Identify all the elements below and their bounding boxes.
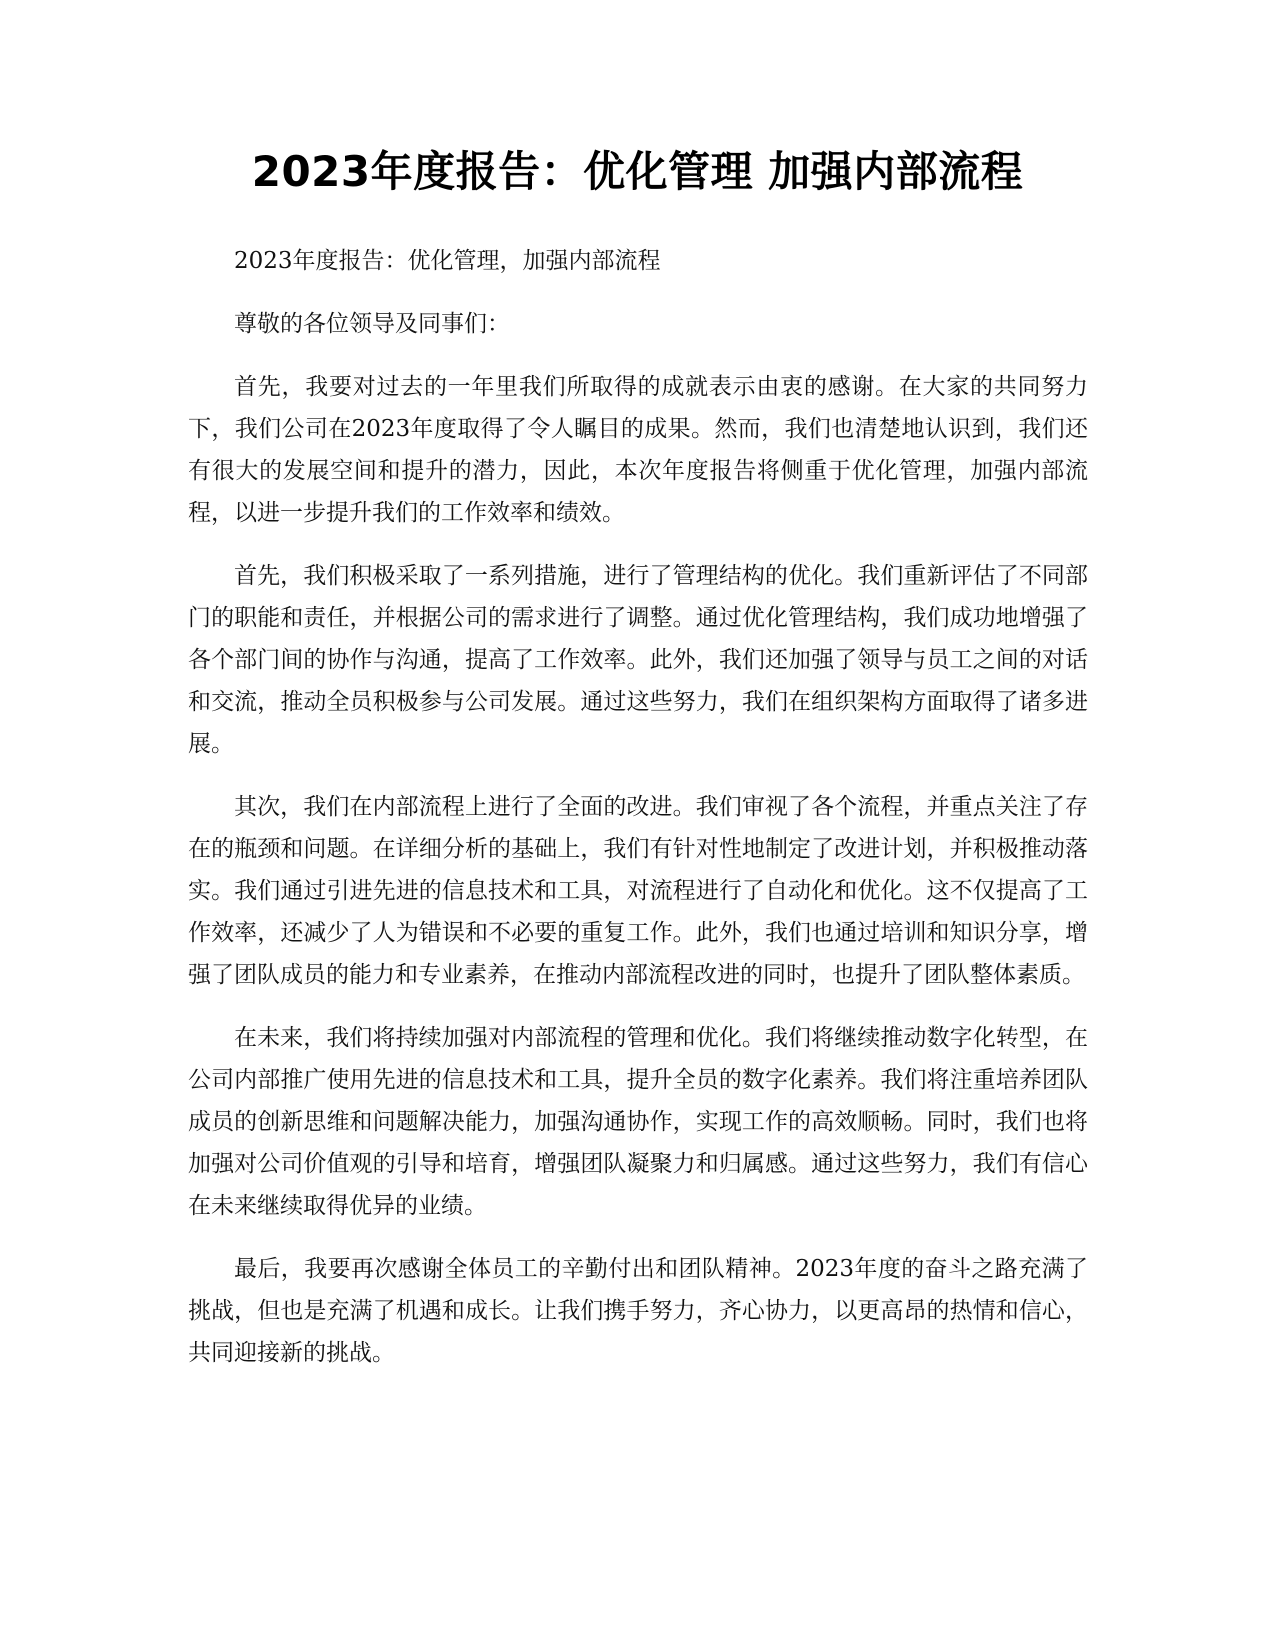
paragraph-management-structure: 首先，我们积极采取了一系列措施，进行了管理结构的优化。我们重新评估了不同部门的职能和责任，并根据公司的需求进行了调整。通过优化管理结构，我们成功地增强了各个部门间的协作与沟通，提高了工作效率。此外，我们还加强了领导与员工之间的对话和交流，推动全员积极参与公司发展。通过这些努力，我们在组织架构方面取得了诸多进展。 [188,563,1088,757]
paragraph-future-plans: 在未来，我们将持续加强对内部流程的管理和优化。我们将继续推动数字化转型，在公司内部推广使用先进的信息技术和工具，提升全员的数字化素养。我们将注重培养团队成员的创新思维和问题解决能力，加强沟通协作，实现工作的高效顺畅。同时，我们也将加强对公司价值观的引导和培育，增强团队凝聚力和归属感。通过这些努力，我们有信心在未来继续取得优异的业绩。 [188,1025,1088,1219]
paragraph-subtitle: 2023年度报告：优化管理，加强内部流程 [234,248,661,274]
document-body [188,240,1088,1395]
paragraph-salutation: 尊敬的各位领导及同事们： [234,311,510,337]
paragraph-introduction: 首先，我要对过去的一年里我们所取得的成就表示由衷的感谢。在大家的共同努力下，我们公司在2023年度取得了令人瞩目的成果。然而，我们也清楚地认识到，我们还有很大的发展空间和提升的潜力，因此，本次年度报告将侧重于优化管理，加强内部流程，以进一步提升我们的工作效率和绩效。 [188,374,1088,526]
paragraph-closing: 最后，我要再次感谢全体员工的辛勤付出和团队精神。2023年度的奋斗之路充满了挑战，但也是充满了机遇和成长。让我们携手努力，齐心协力，以更高昂的热情和信心，共同迎接新的挑战。 [188,1256,1088,1366]
document-title: 2023年度报告：优化管理 加强内部流程 [251,147,1024,196]
paragraph-internal-process: 其次，我们在内部流程上进行了全面的改进。我们审视了各个流程，并重点关注了存在的瓶颈和问题。在详细分析的基础上，我们有针对性地制定了改进计划，并积极推动落实。我们通过引进先进的信息技术和工具，对流程进行了自动化和优化。这不仅提高了工作效率，还减少了人为错误和不必要的重复工作。此外，我们也通过培训和知识分享，增强了团队成员的能力和专业素养，在推动内部流程改进的同时，也提升了团队整体素质。 [188,794,1088,988]
